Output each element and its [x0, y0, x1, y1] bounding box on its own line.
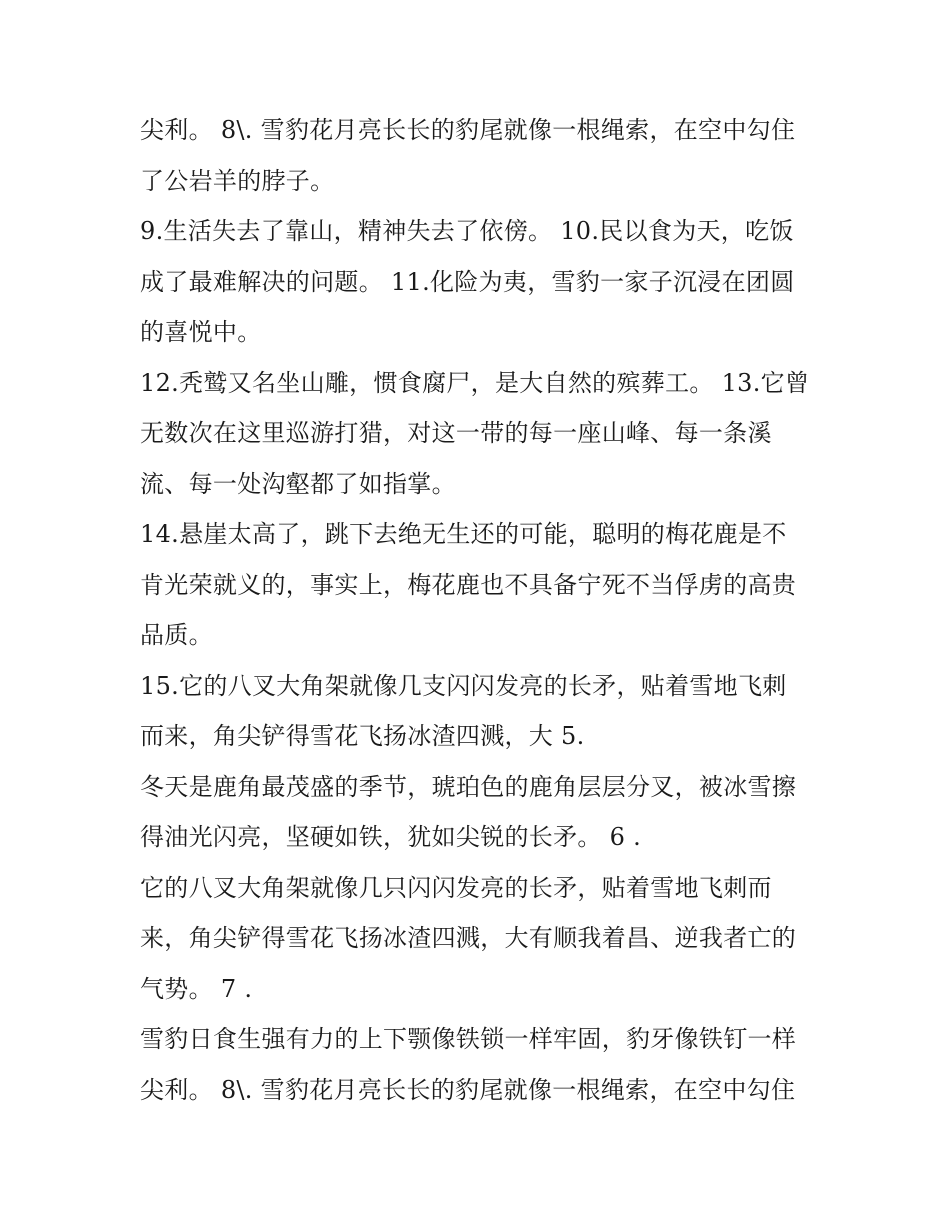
- text-line: 冬天是鹿角最茂盛的季节，琥珀色的鹿角层层分叉，被冰雪擦: [140, 772, 797, 801]
- text-line: 尖利。 8\. 雪豹花月亮长长的豹尾就像一根绳索，在空中勾住: [140, 1075, 796, 1104]
- text-line: 流、每一处沟壑都了如指掌。: [140, 469, 456, 498]
- text-line: 肯光荣就义的，事实上，梅花鹿也不具备宁死不当俘虏的高贵: [140, 570, 797, 599]
- text-line: 品质。: [140, 621, 213, 649]
- text-line: 的喜悦中。: [140, 318, 262, 346]
- text-line: 雪豹日食生强有力的上下颚像铁锁一样牢固，豹牙像铁钉一样: [140, 1025, 797, 1053]
- text-line: 成了最难解决的问题。 11.化险为夷，雪豹一家子沉浸在团圆: [140, 267, 795, 296]
- text-line: 它的八叉大角架就像几只闪闪发亮的长矛，贴着雪地飞刺而: [140, 873, 772, 902]
- text-line: 15.它的八叉大角架就像几支闪闪发亮的长矛，贴着雪地飞刺: [140, 671, 787, 700]
- text-line: 气势。 7 .: [140, 974, 253, 1003]
- text-line: 得油光闪亮，坚硬如铁，犹如尖锐的长矛。 6 .: [140, 823, 642, 851]
- text-line: 12.秃鹫又名坐山雕，惯食腐尸，是大自然的殡葬工。 13.它曾: [140, 368, 810, 397]
- text-line: 而来，角尖铲得雪花飞扬冰渣四溅，大 5.: [140, 722, 585, 750]
- text-line: 14.悬崖太高了，跳下去绝无生还的可能，聪明的梅花鹿是不: [140, 520, 787, 548]
- text-line: 尖利。 8\. 雪豹花月亮长长的豹尾就像一根绳索，在空中勾住: [140, 116, 796, 144]
- document-body: [140, 108, 830, 1118]
- text-line: 了公岩羊的脖子。: [140, 166, 335, 195]
- text-line: 无数次在这里巡游打猎，对这一带的每一座山峰、每一条溪: [140, 419, 772, 447]
- text-line: 9.生活失去了靠山，精神失去了依傍。 10.民以食为天，吃饭: [140, 217, 794, 245]
- text-line: 来，角尖铲得雪花飞扬冰渣四溅，大有顺我着昌、逆我者亡的: [140, 924, 797, 952]
